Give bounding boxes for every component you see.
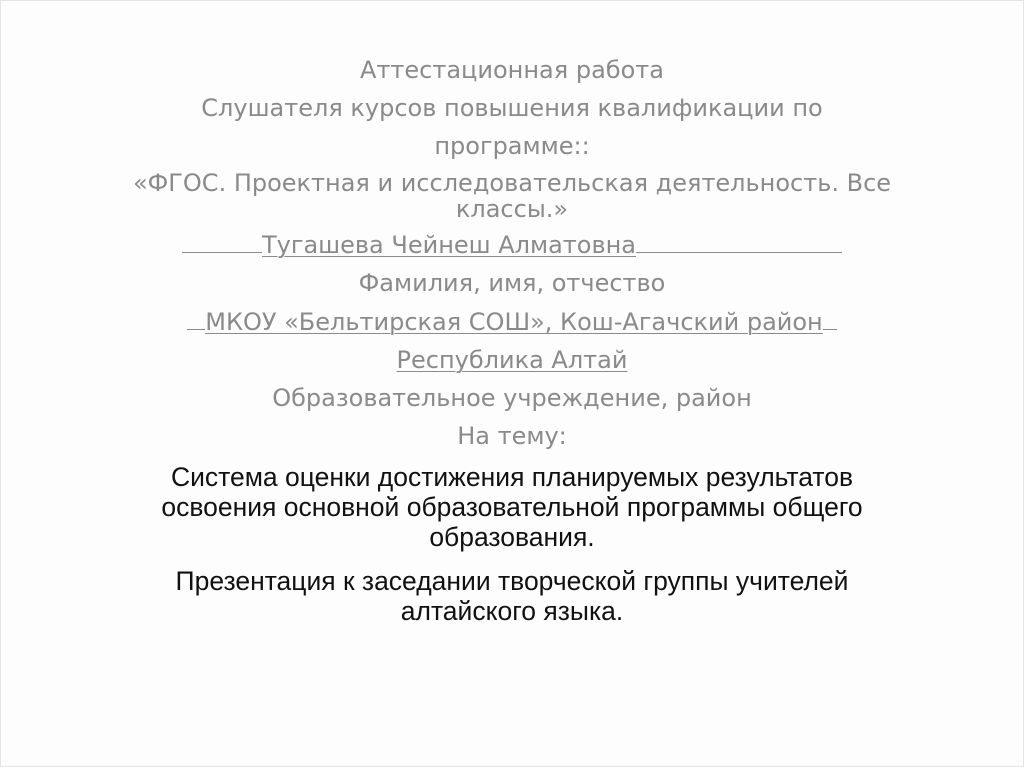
topic-block — [1, 462, 1023, 626]
topic-line-2: освоения основной образовательной программы общего — [161, 492, 863, 522]
listener-line: Слушателя курсов повышения квалификации по — [201, 94, 823, 122]
attestation-title: Аттестационная работа — [360, 56, 664, 84]
blank-underline-left — [182, 230, 262, 253]
institution-row — [1, 307, 1023, 336]
topic-line-1: Система оценки достижения планируемых результатов — [170, 462, 854, 492]
blank-underline-right — [636, 230, 842, 253]
topic-line-3: образования. — [429, 522, 595, 552]
author-name-row — [1, 230, 1023, 259]
program-label: программе:: — [434, 132, 590, 160]
presentation-line-2: алтайского языка. — [400, 596, 624, 626]
region: Республика Алтай — [396, 346, 628, 374]
author-caption: Фамилия, имя, отчество — [358, 269, 666, 297]
blank-underline-right — [823, 307, 837, 330]
program-name-line-2: классы.» — [455, 195, 569, 223]
topic-label: На тему: — [457, 422, 567, 450]
institution: МКОУ «Бельтирская СОШ», Кош-Агачский район — [205, 308, 823, 336]
attestation-header — [1, 56, 1023, 450]
institution-caption: Образовательное учреждение, район — [272, 384, 752, 412]
presentation-line-1: Презентация к заседании творческой группы учителей — [175, 566, 849, 596]
program-name-line-1: «ФГОС. Проектная и исследовательская деятельность. Все — [132, 169, 892, 197]
author-name: Тугашева Чейнеш Алматовна — [261, 231, 637, 259]
region-row — [1, 346, 1023, 374]
blank-underline-left — [187, 307, 205, 330]
